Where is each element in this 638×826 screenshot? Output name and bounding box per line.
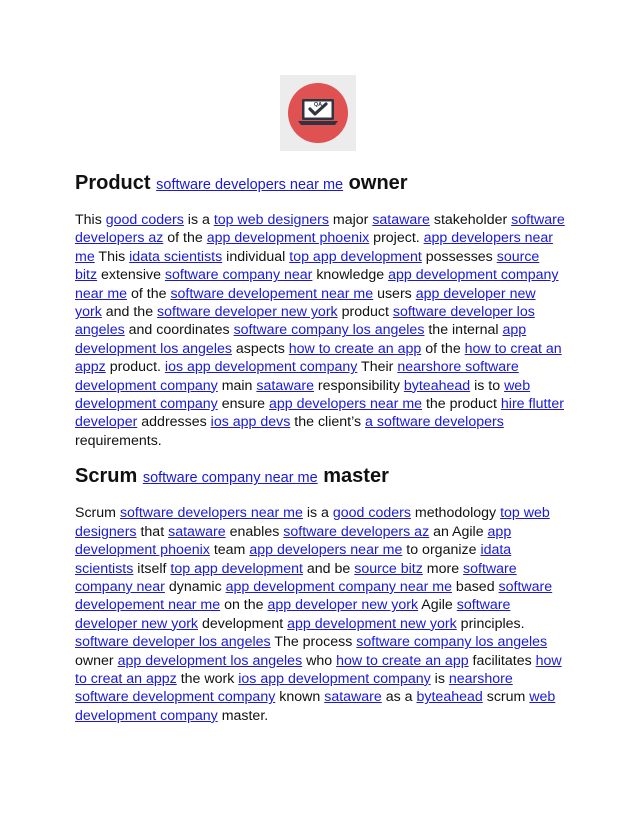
inline-link[interactable]: app development new york [287,615,457,632]
text-run: that [136,523,169,540]
inline-link[interactable]: sataware [324,689,382,706]
text-run: extensive [97,267,165,284]
text-run: as a [381,689,417,706]
text-run: dynamic [164,578,226,595]
text-run: The process [270,634,357,651]
inline-link[interactable]: app developers near me [249,542,403,559]
section-body-scrum-master [75,504,565,725]
text-run: aspects [231,340,289,357]
inline-link[interactable]: ios app development company [238,670,431,687]
text-run: of the [421,340,465,357]
text-run: on the [220,597,268,614]
inline-link[interactable]: software company los angeles [356,634,548,651]
text-run: the client’s [290,414,366,431]
inline-link[interactable]: app developers near me [269,396,423,413]
inline-link[interactable]: idata scientists [129,248,223,265]
text-run: methodology [410,505,501,522]
inline-link[interactable]: sataware [168,523,226,540]
text-run: who [302,652,337,669]
inline-link[interactable]: software company los angeles [233,322,425,339]
inline-link[interactable]: how to create an app [336,652,469,669]
text-run: facilitates [468,652,536,669]
text-run: Agile [418,597,457,614]
text-run: and coordinates [124,322,234,339]
inline-link[interactable]: software developers near me [119,505,303,522]
inline-link[interactable]: software developer new york [75,597,511,632]
qa-laptop-logo [280,75,356,151]
text-run: master [317,465,389,488]
inline-link[interactable]: good coders [332,505,411,522]
inline-link[interactable]: nearshore software development company [75,359,519,394]
text-run: based [451,578,499,595]
inline-link[interactable]: software developers az [283,523,430,540]
text-run: to organize [402,542,481,559]
inline-link[interactable]: a software developers [365,414,504,431]
inline-link[interactable]: software developer los angeles [75,304,535,339]
inline-link[interactable]: how to creat an appz [75,652,562,687]
text-run: is [430,670,449,687]
text-run: responsibility [313,377,404,394]
inline-link[interactable]: byteahead [403,377,471,394]
text-run: users [373,285,416,302]
inline-link[interactable]: app development los angeles [75,322,527,357]
inline-link[interactable]: idata scientists [75,542,512,577]
text-run: product. [105,359,165,376]
text-run: owner [75,652,118,669]
text-run: enables [225,523,284,540]
text-run: individual [222,248,290,265]
inline-link[interactable]: how to create an app [288,340,422,357]
inline-link[interactable]: software developement near me [170,285,374,302]
inline-link[interactable]: app developer new york [267,597,419,614]
inline-link[interactable]: web development company [75,689,556,724]
text-run: itself [133,560,171,577]
inline-link[interactable]: app development los angeles [117,652,303,669]
qa-laptop-checkmark-icon [285,80,351,146]
text-run: scrum [482,689,530,706]
text-run: of the [127,285,171,302]
text-run: of the [163,230,207,247]
text-run: known [275,689,325,706]
text-run: and be [302,560,355,577]
text-run: team [209,542,250,559]
text-run: This [94,248,130,265]
inline-link[interactable]: app developers near me [75,230,554,265]
text-run: Scrum [75,465,143,488]
text-run: is a [183,212,214,228]
text-run: This [75,212,106,228]
text-run: an Agile [429,523,488,540]
inline-link[interactable]: app developer new york [75,285,536,321]
inline-link[interactable]: top app development [289,248,422,265]
inline-link[interactable]: nearshore software development company [75,670,513,706]
inline-link[interactable]: ios app devs [210,414,291,431]
inline-link[interactable]: web development company [75,377,531,413]
text-run: addresses [137,414,211,431]
inline-link[interactable]: app development phoenix [75,523,512,559]
text-run: more [422,560,464,577]
section-heading-product-owner [75,170,565,198]
text-run: Product [75,172,157,194]
text-run: Scrum [75,505,120,522]
inline-link[interactable]: sataware [372,212,430,228]
inline-link[interactable]: app development company near me [225,578,452,595]
inline-link[interactable]: byteahead [416,689,483,706]
inline-link[interactable]: how to creat an appz [75,340,562,376]
inline-link[interactable]: ios app development company [164,359,358,376]
inline-link[interactable]: source bitz [354,560,423,577]
text-run: development [198,615,288,632]
inline-link[interactable]: app development phoenix [206,230,370,247]
inline-link[interactable]: software company near [75,560,517,595]
text-run: principles. [456,615,525,632]
section-body-product-owner [75,211,565,450]
inline-link[interactable]: software developers near me [156,177,344,193]
inline-link[interactable]: software developers az [75,212,565,247]
text-run: Their [357,359,398,376]
text-run: master. [217,707,269,724]
inline-link[interactable]: top web designers [213,212,329,228]
text-run: the product [422,396,501,413]
logo-qa-text: QA [313,102,323,108]
text-run: owner [343,172,408,194]
text-run: knowledge [312,267,389,284]
inline-link[interactable]: source bitz [75,248,540,284]
text-run: major [328,212,373,228]
text-run: project. [369,230,424,247]
inline-link[interactable]: hire flutter developer [75,396,564,431]
text-run: the internal [424,322,503,339]
inline-link[interactable]: top app development [170,560,303,577]
text-run: possesses [421,248,497,265]
inline-link[interactable]: top web designers [75,505,550,540]
inline-link[interactable]: software developer new york [157,304,338,321]
inline-link[interactable]: good coders [105,212,184,228]
text-run: is to [470,377,505,394]
text-run: main [217,377,257,394]
text-run: ensure [217,396,270,413]
article-content [75,170,565,725]
text-run: the work [176,670,239,687]
text-run: is a [302,505,333,522]
text-run: stakeholder [429,212,512,228]
inline-link[interactable]: software company near [164,267,313,284]
inline-link[interactable]: software company near me [142,470,318,487]
inline-link[interactable]: app development company near me [75,267,559,302]
inline-link[interactable]: software developement near me [75,578,553,614]
inline-link[interactable]: sataware [256,377,314,394]
text-run: product [337,304,393,321]
section-heading-scrum-master [75,463,565,491]
inline-link[interactable]: software developer los angeles [75,634,271,651]
text-run: and the [101,304,158,321]
text-run: requirements. [75,432,162,449]
